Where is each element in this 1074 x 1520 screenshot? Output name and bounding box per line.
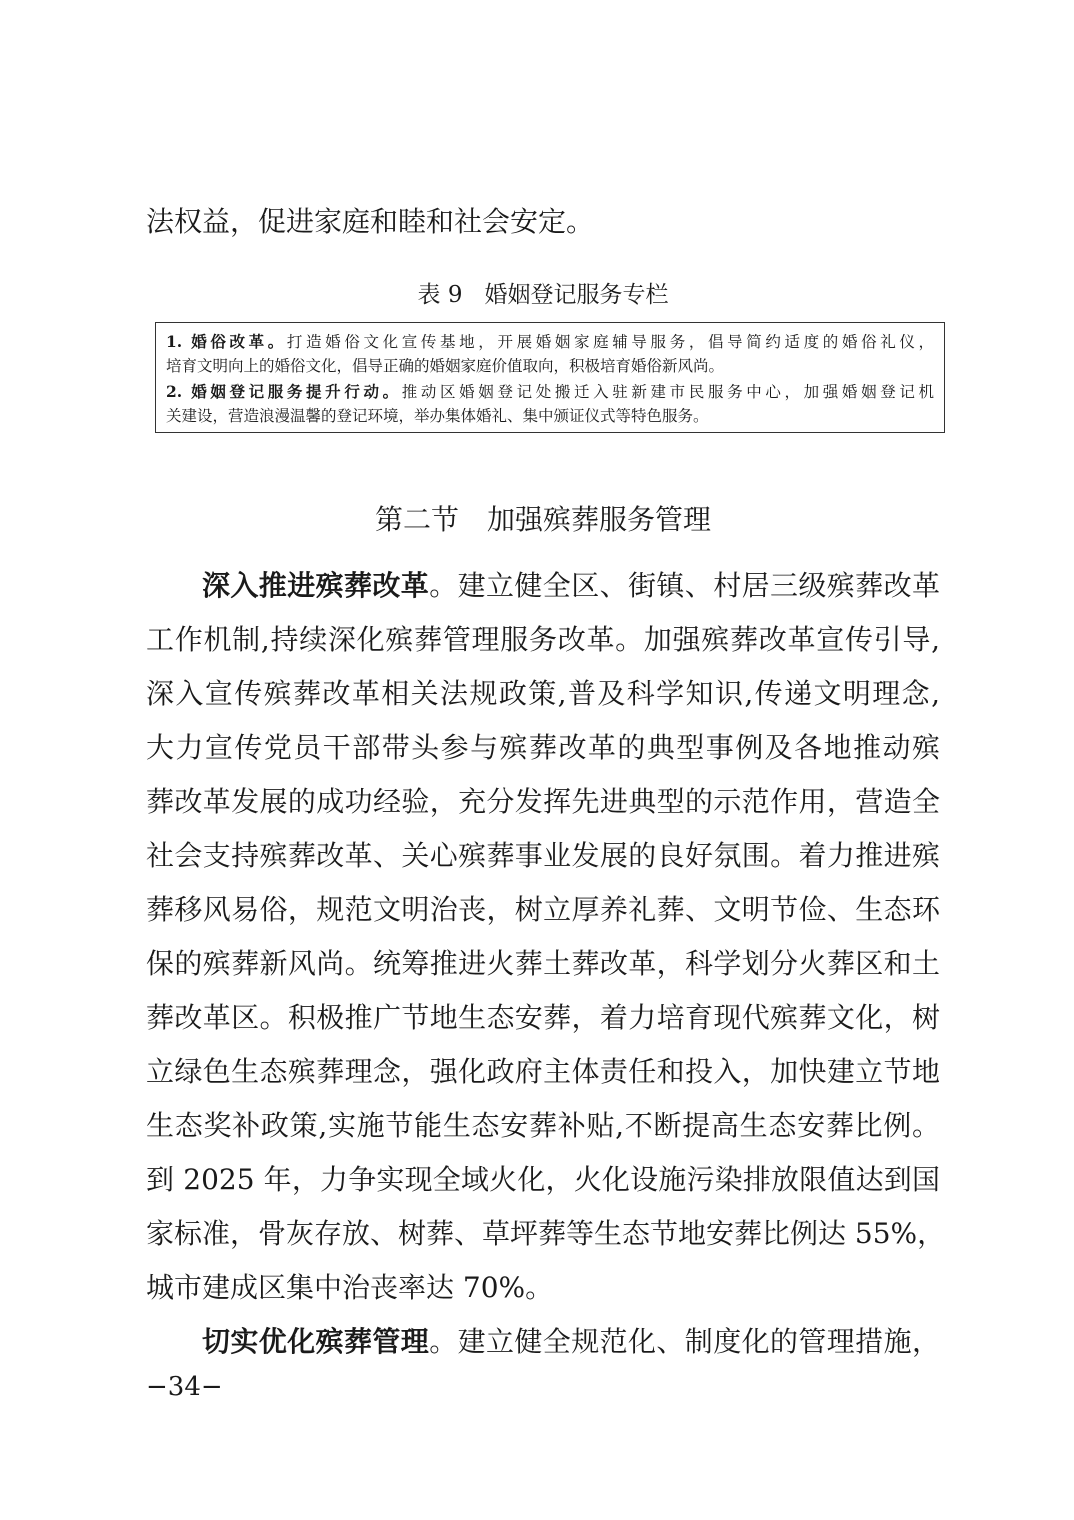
table-item-2-line-1: 2. 婚姻登记服务提升行动。推动区婚姻登记处搬迁入驻新建市民服务中心，加强婚姻登记机: [166, 382, 934, 401]
paragraph-1-line-2: 工作机制,持续深化殡葬管理服务改革。加强殡葬改革宣传引导,: [146, 623, 940, 656]
paragraph-2-line-1: 切实优化殡葬管理。建立健全规范化、制度化的管理措施，: [202, 1325, 940, 1358]
section-title: 加强殡葬服务管理: [487, 503, 712, 536]
paragraph-1-line-5: 葬改革发展的成功经验，充分发挥先进典型的示范作用，营造全: [146, 785, 940, 818]
table-caption-title: 婚姻登记服务专栏: [484, 282, 669, 308]
table-item-1-lead: 1. 婚俗改革。: [166, 332, 287, 351]
paragraph-1-line-10: 立绿色生态殡葬理念，强化政府主体责任和投入，加快建立节地: [146, 1055, 940, 1088]
paragraph-1-line-4: 大力宣传党员干部带头参与殡葬改革的典型事例及各地推动殡: [146, 731, 940, 764]
table-item-1-line-1: 1. 婚俗改革。打造婚俗文化宣传基地，开展婚姻家庭辅导服务，倡导简约适度的婚俗礼仪，: [166, 332, 934, 351]
page-number: −34−: [146, 1372, 223, 1402]
table-item-2-line-2: 关建设，营造浪漫温馨的登记环境，举办集体婚礼、集中颁证仪式等特色服务。: [166, 407, 709, 425]
section-heading: [146, 500, 940, 540]
paragraph-1-lead: 深入推进殡葬改革: [202, 569, 430, 602]
paragraph-1-line-9: 葬改革区。积极推广节地生态安葬，着力培育现代殡葬文化，树: [146, 1001, 940, 1034]
table-caption: [146, 278, 940, 312]
table-item-1-line-2: 培育文明向上的婚俗文化，倡导正确的婚姻家庭价值取向，积极培育婚俗新风尚。: [166, 357, 725, 375]
section-number: 第二节: [374, 503, 459, 536]
table-caption-label: 表 9: [417, 282, 463, 308]
paragraph-1-line-7: 葬移风易俗，规范文明治丧，树立厚养礼葬、文明节俭、生态环: [146, 893, 940, 926]
paragraph-1-line-14: 城市建成区集中治丧率达 70%。: [146, 1271, 554, 1304]
table-item-2-lead: 2. 婚姻登记服务提升行动。: [166, 382, 402, 401]
carryover-line: 法权益，促进家庭和睦和社会安定。: [146, 205, 595, 238]
paragraph-1-line-13: 家标准，骨灰存放、树葬、草坪葬等生态节地安葬比例达 55%，: [146, 1217, 946, 1250]
paragraph-2-lead: 切实优化殡葬管理: [202, 1325, 430, 1358]
paragraph-1-line-11: 生态奖补政策,实施节能生态安葬补贴,不断提高生态安葬比例。: [146, 1109, 940, 1142]
paragraph-1-line-1: 深入推进殡葬改革。建立健全区、街镇、村居三级殡葬改革: [202, 569, 940, 602]
paragraph-1-line-3: 深入宣传殡葬改革相关法规政策,普及科学知识,传递文明理念,: [146, 677, 940, 710]
marriage-registration-table: [155, 322, 945, 433]
paragraph-1-line-6: 社会支持殡葬改革、关心殡葬事业发展的良好氛围。着力推进殡: [146, 839, 940, 872]
paragraph-1-line-12: 到 2025 年，力争实现全域火化，火化设施污染排放限值达到国: [146, 1163, 940, 1196]
paragraph-1-line-8: 保的殡葬新风尚。统筹推进火葬土葬改革，科学划分火葬区和土: [146, 947, 940, 980]
